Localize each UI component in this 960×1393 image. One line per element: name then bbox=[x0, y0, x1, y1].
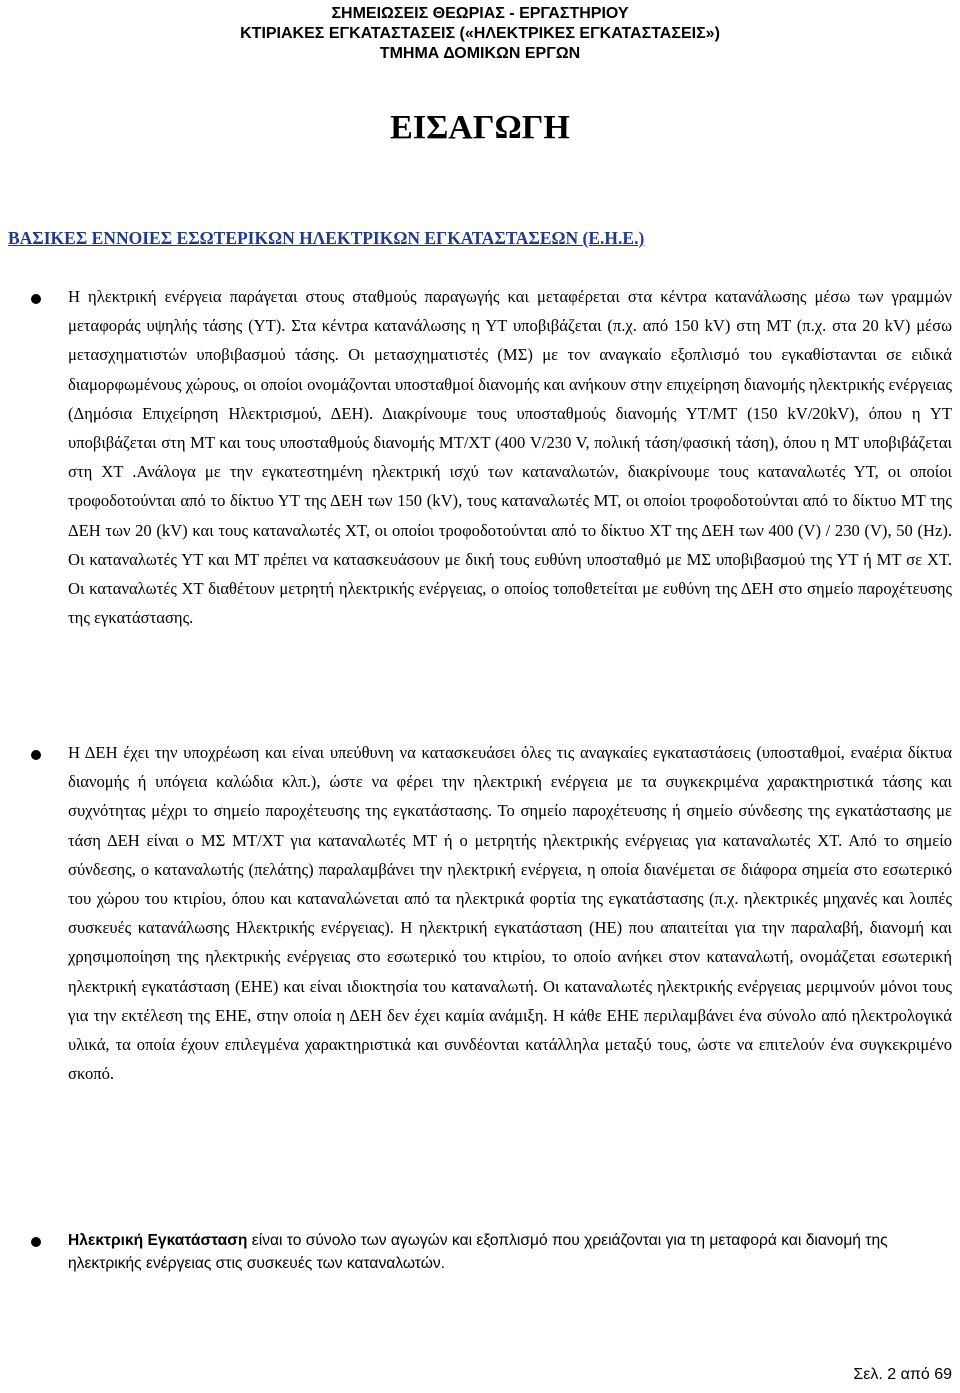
paragraph-text bbox=[68, 1229, 952, 1275]
header-department: ΤΜΗΜΑ ΔΟΜΙΚΩΝ ΕΡΓΩΝ bbox=[379, 45, 581, 62]
header-course-title: ΚΤΙΡΙΑΚΕΣ ΕΓΚΑΤΑΣΤΑΣΕΙΣ («ΗΛΕΚΤΡΙΚΕΣ ΕΓΚΑΤΑΣΤΑΣΕΙΣ») bbox=[240, 25, 720, 42]
page-title: ΕΙΣΑΓΩΓΗ bbox=[390, 109, 570, 146]
definition-text: είναι το σύνολο των αγωγών και εξοπλισμό που χρειάζονται για τη μεταφορά και διανομή της ηλεκτρικής ενέργειας στις συσκευές των καταναλωτών. bbox=[68, 1232, 888, 1272]
header-course-label: ΣΗΜΕΙΩΣΕΙΣ ΘΕΩΡΙΑΣ - ΕΡΓΑΣΤΗΡΙΟΥ bbox=[331, 5, 629, 22]
bullet-icon bbox=[31, 1237, 41, 1247]
definition-term: Ηλεκτρική Εγκατάσταση bbox=[68, 1232, 248, 1249]
page-number: Σελ. 2 από 69 bbox=[853, 1366, 952, 1383]
page-header bbox=[0, 0, 960, 64]
bullet-icon bbox=[31, 750, 41, 760]
paragraph-text: Η ΔΕΗ έχει την υποχρέωση και είναι υπεύθυνη να κατασκευάσει όλες τις αναγκαίες εγκαταστάσεις (υποσταθμοί, εναέρια δίκτυα διανομής ή υπόγεια καλώδια κλπ.), ώστε να φέρει την ηλεκτρική ενέργεια με τα συγκεκριμένα χαρακτηριστικά τάσης και συχνότητας μέχρι το σημείο παροχέτευσης της εγκατάστασης. Το σημείο παροχέτευσης ή σημείο σύνδεσης της εγκατάστασης με τάση ΔΕΗ είναι ο ΜΣ ΜΤ/ΧΤ για καταναλωτές ΜΤ ή ο μετρητής ηλεκτρικής ενέργειας για καταναλωτές ΧΤ. Από το σημείο σύνδεσης, ο καταναλωτής (πελάτης) παραλαμβάνει την ηλεκτρική ενέργεια, η οποία διανέμεται σε διάφορα σημεία στο εσωτερικό του χώρου του κτιρίου, όπου και καταναλώνεται από τα ηλεκτρικά φορτία της εγκατάστασης (π.χ. ηλεκτρικές μηχανές και λοιπές συσκευές κατανάλωσης Ηλεκτρικής ενέργειας). Η ηλεκτρική εγκατάσταση (ΗΕ) που απαιτείται για την παραλαβή, διανομή και χρησιμοποίηση της ηλεκτρικής ενέργειας στο εσωτερικό του κτιρίου, το οποίο ανήκει στον καταναλωτή, ονομάζεται εσωτερική ηλεκτρική εγκατάσταση (ΕΗΕ) και είναι ιδιοκτησία του καταναλωτή. Οι καταναλωτές ηλεκτρικής ενέργειας μεριμνούν μόνοι τους για την εκτέλεση της ΕΗΕ, στην οποία η ΔΕΗ δεν έχει καμία ανάμιξη. Η κάθε ΕΗΕ περιλαμβάνει ένα σύνολο από ηλεκτρολογικά υλικά, τα οποία έχουν επιλεγμένα χαρακτηριστικά και συνδέονται κατάλληλα μεταξύ τους, ώστε να επιτελούν ένα συγκεκριμένο σκοπό. bbox=[68, 743, 952, 1084]
paragraph-text: Η ηλεκτρική ενέργεια παράγεται στους σταθμούς παραγωγής και μεταφέρεται στα κέντρα κατανάλωσης μέσω των γραμμών μεταφοράς υψηλής τάσης (ΥΤ). Στα κέντρα κατανάλωσης η ΥΤ υποβιβάζεται (π.χ. από 150 kV) στη ΜΤ (π.χ. στα 20 kV) μέσω μετασχηματιστών υποβιβασμού τάσης. Οι μετασχηματιστές (ΜΣ) με τον αναγκαίο εξοπλισμό του εγκαθίστανται σε ειδικά διαμορφωμένους χώρους, οι οποίοι ονομάζονται υποσταθμοί διανομής και ανήκουν στην επιχείρηση διανομής ηλεκτρικής ενέργειας (Δημόσια Επιχείρηση Ηλεκτρισμού, ΔΕΗ). Διακρίνουμε τους υποσταθμούς διανομής ΥΤ/ΜΤ (150 kV/20kV), όπου η ΥΤ υποβιβάζεται στη ΜΤ και τους υποσταθμούς διανομής ΜΤ/ΧΤ (400 V/230 V, πολική τάση/φασική τάση), όπου η ΜΤ υποβιβάζεται στη ΧΤ .Ανάλογα με την εγκατεστημένη ηλεκτρική ισχύ των καταναλωτών, διακρίνουμε τους καταναλωτές ΥΤ, οι οποίοι τροφοδοτούνται από το δίκτυο ΥΤ της ΔΕΗ των 150 (kV), τους καταναλωτές ΜΤ, οι οποίοι τροφοδοτούνται από το δίκτυο ΜΤ της ΔΕΗ των 20 (kV) και τους καταναλωτές ΧΤ, οι οποίοι τροφοδοτούνται από το δίκτυο ΧΤ της ΔΕΗ των 400 (V) / 230 (V), 50 (Hz). Οι καταναλωτές ΥΤ και ΜΤ πρέπει να κατασκευάσουν με δική τους ευθύνη υποσταθμό με ΜΣ υποβιβασμού της ΥΤ ή ΜΤ σε ΧΤ. Οι καταναλωτές ΧΤ διαθέτουν μετρητή ηλεκτρικής ενέργειας, ο οποίος τοποθετείται με ευθύνη της ΔΕΗ στο σημείο παροχέτευσης της εγκατάστασης. bbox=[68, 287, 952, 628]
bullet-icon bbox=[31, 294, 41, 304]
section-heading: ΒΑΣΙΚΕΣ ΕΝΝΟΙΕΣ ΕΣΩΤΕΡΙΚΩΝ ΗΛΕΚΤΡΙΚΩΝ ΕΓΚΑΤΑΣΤΑΣΕΩΝ (Ε.Η.Ε.) bbox=[8, 228, 645, 248]
